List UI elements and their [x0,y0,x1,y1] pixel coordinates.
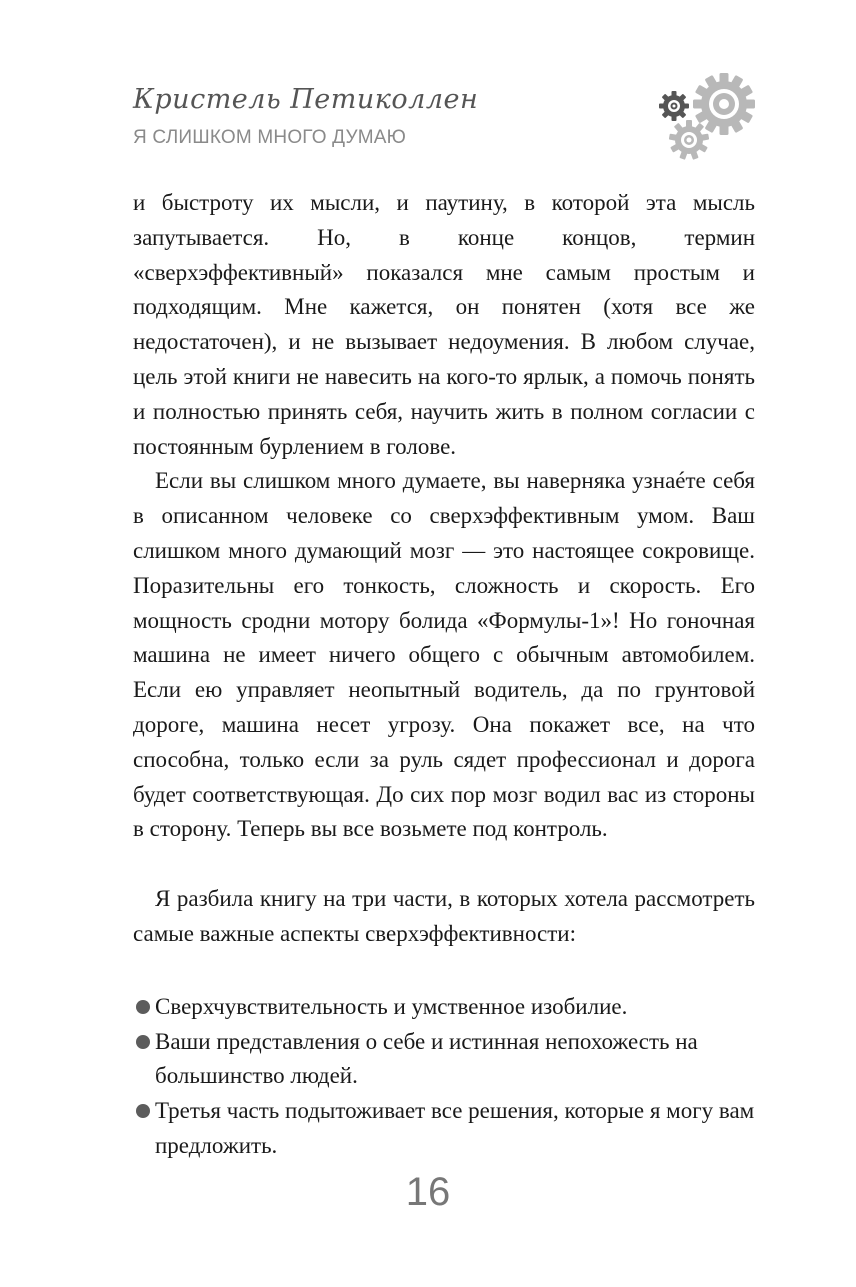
list-item [133,1025,755,1095]
bullet-icon [136,1000,150,1014]
running-header-author: Кристель Петиколлен [133,84,479,115]
paragraph-formula-one: Если вы слишком много думаете, вы наверняка узнаéте себя в описанном человеке со сверхэффективным умом. Ваш слишком много думающий мозг — это настоящее сокровище. Поразительны его тонкость, сложность и скорость. Его мощность сродни мотору болида «Формулы-1»! Но гоночная машина не имеет ничего общего с обычным автомобилем. Если ею управляет неопытный водитель, да по грунтовой дороге, машина несет угрозу. Она покажет все, на что способна, только если за руль сядет профессионал и дорога будет соответствующая. До сих пор мозг водил вас из стороны в сторону. Теперь вы все возьмете под контроль. [133,468,755,842]
gears-icon [652,70,762,170]
book-parts-list [133,990,755,1164]
running-header-book-title: Я СЛИШКОМ МНОГО ДУМАЮ [133,127,407,148]
list-item [133,1094,755,1164]
small-dark-gear-icon [659,91,689,121]
list-item [133,990,755,1025]
list-item-text: Третья часть подытоживает все решения, которые я могу вам предложить. [155,1098,755,1158]
list-item-text: Сверхчувствительность и умственное изобилие. [155,993,628,1019]
page-number: 16 [405,1170,451,1214]
bullet-icon [136,1104,150,1118]
main-text [133,186,755,1164]
bullet-icon [136,1035,150,1049]
small-light-gear-icon [669,120,709,160]
paragraph-continuation: и быстроту их мысли, и паутину, в которой эта мысль запутывается. Но, в конце концов, термин «сверхэффективный» показался мне самым простым и подходящим. Мне кажется, он понятен (хотя все же недостаточен), и не вызывает недоумения. В любом случае, цель этой книги не навесить на кого-то ярлык, а помочь понять и полностью принять себя, научить жить в полном согласии с постоянным бурлением в голове. [133,190,755,459]
paragraph-book-parts-intro: Я разбила книгу на три части, в которых хотела рассмотреть самые важные аспекты сверхэффективности: [133,886,755,946]
list-item-text: Ваши представления о себе и истинная непохожесть на большинство людей. [155,1028,698,1089]
